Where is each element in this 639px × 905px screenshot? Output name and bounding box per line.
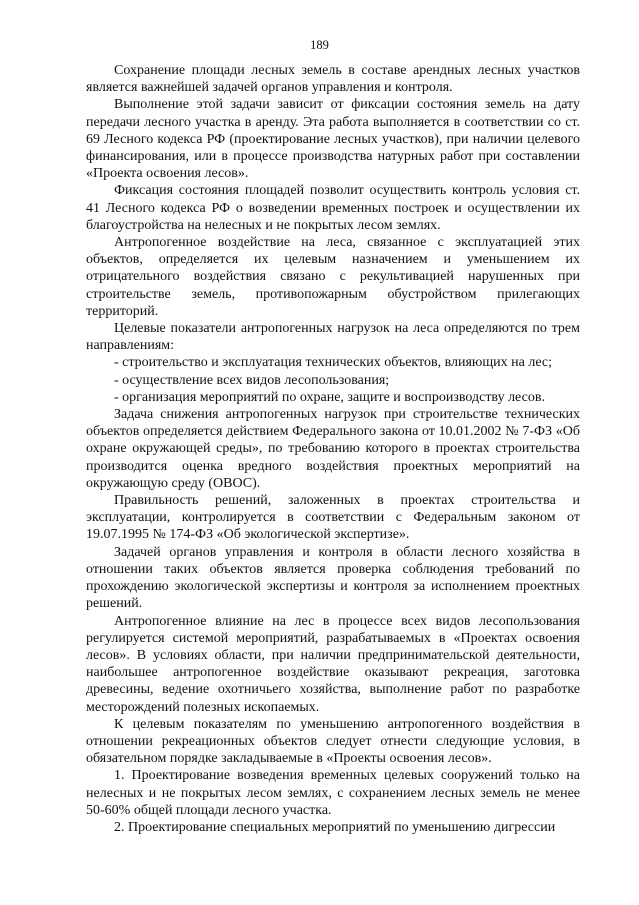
paragraph: Задачей органов управления и контроля в области лесного хозяйства в отношении таких объектов является проверка соблюдения требований по прохождению экологической экспертизы и контроля за исполнением проектных решений. — [86, 544, 580, 612]
list-item: - строительство и эксплуатация технических объектов, влияющих на лес; — [114, 355, 553, 371]
paragraph: К целевым показателям по уменьшению антропогенного воздействия в отношении рекреационных объектов следует отнести следующие условия, в обязательном порядке закладываемые в «Проекты освоения лесов». — [86, 716, 580, 767]
paragraph: Задача снижения антропогенных нагрузок при строительстве технических объектов определяется действием Федерального закона от 10.01.2002 № 7-ФЗ «Об охране окружающей среды», по требованию которого в проектах строительства производится оценка вредного воздействия проектных мероприятий на окружающую среду (ОВОС). — [86, 407, 580, 491]
paragraph: Правильность решений, заложенных в проектах строительства и эксплуатации, контролируется в соответствии с Федеральным законом от 19.07.1995 № 174-ФЗ «Об экологической экспертизе». — [86, 493, 580, 543]
page-number: 189 — [310, 38, 329, 52]
paragraph: Антропогенное воздействие на леса, связанное с эксплуатацией этих объектов, определяется их целевым назначением и уменьшением их отрицательного воздействия связано с рекультивацией нарушенных при строительстве земель, противопожарным обустройством прилегающих территорий. — [86, 235, 580, 319]
paragraph: Целевые показатели антропогенных нагрузок на леса определяются по трем направлениям: — [86, 321, 580, 354]
document-body — [86, 62, 580, 836]
paragraph: 1. Проектирование возведения временных целевых сооружений только на нелесных и не покрытых лесом землях, с сохранением лесных земель не менее 50-60% общей площади лесного участка. — [86, 768, 580, 818]
paragraph: 2. Проектирование специальных мероприятий по уменьшению дигрессии — [114, 819, 556, 835]
paragraph: Выполнение этой задачи зависит от фиксации состояния земель на дату передачи лесного участка в аренду. Эта работа выполняется в соответствии со ст. 69 Лесного кодекса РФ (проектирование лесных участков), при наличии целевого финансирования, или в процессе производства натурных работ при составлении «Проекта освоения лесов». — [86, 97, 580, 182]
paragraph: Фиксация состояния площадей позволит осуществить контроль условия ст. 41 Лесного кодекса РФ о возведении временных построек и осуществлении их благоустройства на нелесных и не покрытых лесом землях. — [86, 183, 580, 233]
paragraph: Антропогенное влияние на лес в процессе всех видов лесопользования регулируется системой мероприятий, разрабатываемых в «Проектах освоения лесов». В условиях области, при наличии предпринимательской деятельности, наибольшее антропогенное воздействие оказывают рекреация, заготовка древесины, ведение охотничьего хозяйства, выполнение работ по разработке месторождений полезных ископаемых. — [86, 613, 580, 715]
list-item: - осуществление всех видов лесопользования; — [114, 372, 390, 388]
paragraph: Сохранение площади лесных земель в составе арендных лесных участков является важнейшей задачей органов управления и контроля. — [86, 63, 580, 96]
list-item: - организация мероприятий по охране, защите и воспроизводству лесов. — [114, 389, 545, 405]
